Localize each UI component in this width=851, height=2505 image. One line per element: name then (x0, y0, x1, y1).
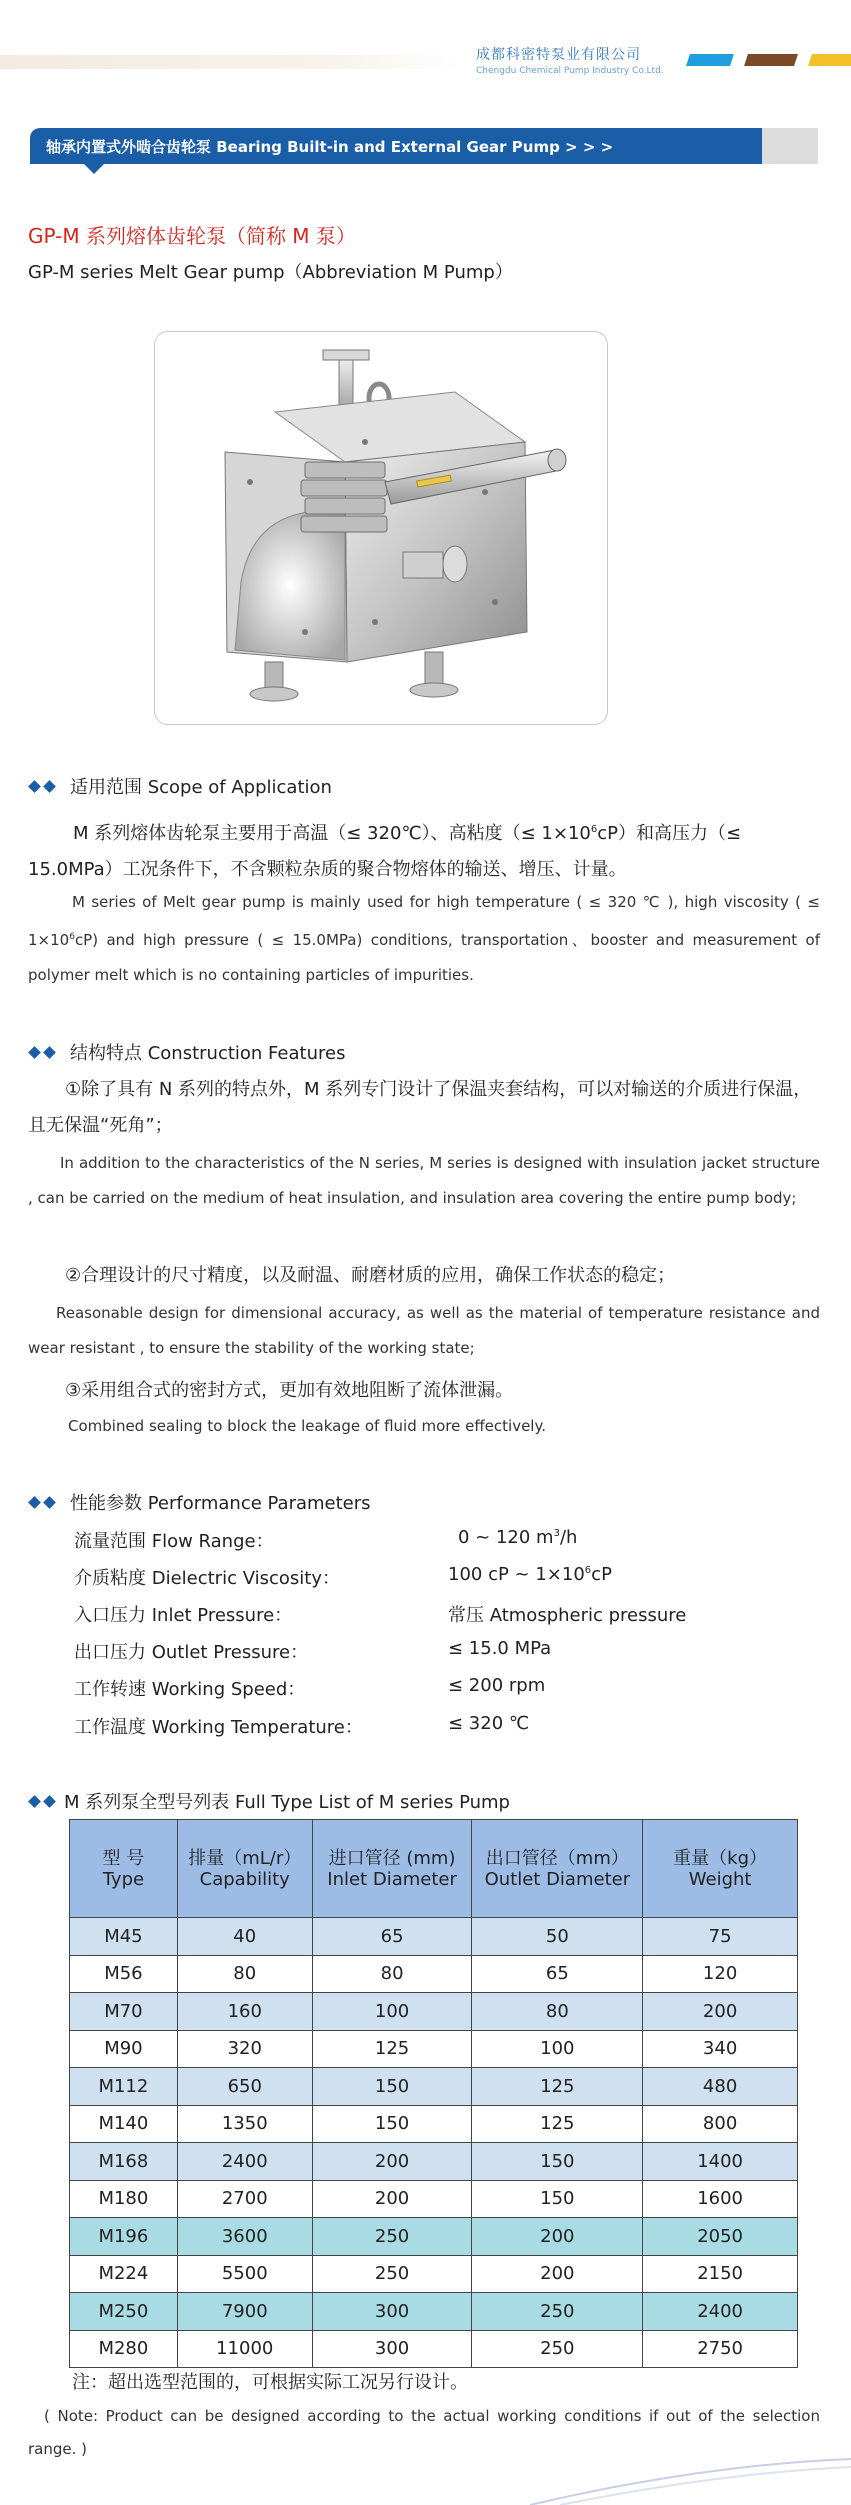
table-row: M70 160 100 80 200 (70, 1993, 798, 2031)
section-heading-type-list (30, 1788, 510, 1814)
section-banner (30, 128, 762, 164)
table-row: M90 320 125 100 340 (70, 2030, 798, 2068)
table-row: M250 7900 300 250 2400 (70, 2293, 798, 2331)
footer-decor-curve (0, 2455, 851, 2505)
bullet-diamond-icon (28, 1046, 41, 1059)
construction-item2-cn: ②合理设计的尺寸精度，以及耐温、耐磨材质的应用，确保工作状态的稳定； (65, 1265, 676, 1286)
param-speed-value: ≤ 200 rpm (448, 1675, 546, 1696)
section-heading-construction (30, 1039, 345, 1065)
header-decor-blue (686, 54, 734, 66)
bullet-diamond-icon (28, 1496, 41, 1509)
param-inlet-value: 常压 Atmospheric pressure (448, 1605, 687, 1626)
table-row: M56 80 80 65 120 (70, 1955, 798, 1993)
note-en: ( Note: Product can be designed according to the actual working conditions if out of the selection range. ) (28, 2407, 820, 2458)
table-row: M140 1350 150 125 800 (70, 2105, 798, 2143)
construction-item1-en: In addition to the characteristics of the N series, M series is designed with insulation jacket structure , can be carried on the medium of heat insulation, and insulation area covering the entire pump body; (28, 1154, 820, 1207)
construction-item3-en: Combined sealing to block the leakage of fluid more effectively. (68, 1417, 546, 1435)
bullet-diamond-icon (43, 1795, 56, 1808)
bullet-diamond-icon (43, 1046, 56, 1059)
table-row: M112 650 150 125 480 (70, 2068, 798, 2106)
section-heading-performance (30, 1489, 371, 1515)
company-name-cn: 成都科密特泵业有限公司 (476, 47, 641, 63)
param-viscosity-value: 100 cP ~ $1\times 10^6cP$ (448, 1564, 612, 1585)
header-decor-brown (744, 54, 798, 66)
table-row: M224 5500 250 200 2150 (70, 2255, 798, 2293)
table-row: M280 11000 300 250 2750 (70, 2330, 798, 2368)
header-capability: 排量（mL/r） Capability (177, 1820, 312, 1918)
section-heading-application (30, 773, 332, 799)
company-block (476, 44, 676, 76)
param-inlet-label: 入口压力 Inlet Pressure： (74, 1605, 293, 1626)
section-heading-text: 结构特点 Construction Features (70, 1043, 346, 1064)
param-outlet-label: 出口压力 Outlet Pressure： (74, 1642, 309, 1663)
header-decor-yellow (808, 54, 851, 66)
bullet-diamond-icon (43, 780, 56, 793)
header-outlet-diameter: 出口管径（mm） Outlet Diameter (472, 1820, 643, 1918)
section-heading-text: 性能参数 Performance Parameters (70, 1493, 371, 1514)
product-title-en: GP-M series Melt Gear pump（Abbreviation M Pump） (28, 262, 513, 283)
param-temperature-label: 工作温度 Working Temperature： (74, 1717, 363, 1738)
bullet-diamond-icon (28, 1795, 41, 1808)
header-weight: 重量（kg） Weight (643, 1820, 798, 1918)
table-row: M45 40 65 50 75 (70, 1918, 798, 1956)
header-type: 型 号 Type (70, 1820, 178, 1918)
construction-item3-cn: ③采用组合式的密封方式，更加有效地阻断了流体泄漏。 (65, 1380, 514, 1401)
bullet-diamond-icon (43, 1496, 56, 1509)
type-list-table (69, 1819, 798, 2368)
application-text-en: M series of Melt gear pump is mainly used for high temperature ( ≤ 320 ℃ ), high viscosity ( ≤ $1\times 10^6cP$) and high pressure ( ≤ 15.0MPa) conditions, transportation、booster and measurement of polymer melt which is no containing particles of impurities. (28, 893, 820, 984)
application-text-cn: M 系列熔体齿轮泵主要用于高温（≤ 320℃）、高粘度（≤ $1\times 10^6cP$）和高压力（≤ 15.0MPa）工况条件下，不含颗粒杂质的聚合物熔体的输送、增压、计量。 (28, 823, 742, 880)
param-temperature-value: ≤ 320 ℃ (448, 1713, 530, 1734)
table-header-row (70, 1820, 798, 1918)
section-heading-text: M 系列泵全型号列表 Full Type List of M series Pump (64, 1792, 510, 1813)
param-flow-value: 0 ~ 120 $m^3/h$ (458, 1527, 578, 1548)
construction-item2-en: Reasonable design for dimensional accuracy, as well as the material of temperature resistance and wear resistant , to ensure the stability of the working state; (28, 1304, 820, 1357)
pump-image-frame (154, 331, 608, 725)
table-row: M168 2400 200 150 1400 (70, 2143, 798, 2181)
table-row: M180 2700 200 150 1600 (70, 2180, 798, 2218)
header-decor-stripe (0, 55, 460, 69)
param-outlet-value: ≤ 15.0 MPa (448, 1638, 552, 1659)
company-name-en: Chengdu Chemical Pump Industry Co.Ltd. (476, 66, 664, 76)
header-inlet-diameter: 进口管径 (mm) Inlet Diameter (312, 1820, 472, 1918)
product-title-cn: GP-M 系列熔体齿轮泵（简称 M 泵） (28, 224, 356, 248)
table-row: M196 3600 250 200 2050 (70, 2218, 798, 2256)
construction-item1-cn: ①除了具有 N 系列的特点外，M 系列专门设计了保温夹套结构，可以对输送的介质进行保温，且无保温“死角”； (28, 1079, 812, 1136)
param-viscosity-label: 介质粘度 Dielectric Viscosity： (74, 1568, 341, 1589)
param-speed-label: 工作转速 Working Speed： (74, 1679, 306, 1700)
gear-pump-illustration (155, 332, 607, 724)
note-cn: 注：超出选型范围的，可根据实际工况另行设计。 (72, 2372, 468, 2393)
section-heading-text: 适用范围 Scope of Application (70, 777, 332, 798)
param-flow-label: 流量范围 Flow Range： (74, 1531, 274, 1552)
banner-notch (84, 164, 104, 174)
bullet-diamond-icon (28, 780, 41, 793)
section-banner-text: 轴承内置式外啮合齿轮泵 Bearing Built-in and External Gear Pump > > > (46, 137, 614, 156)
